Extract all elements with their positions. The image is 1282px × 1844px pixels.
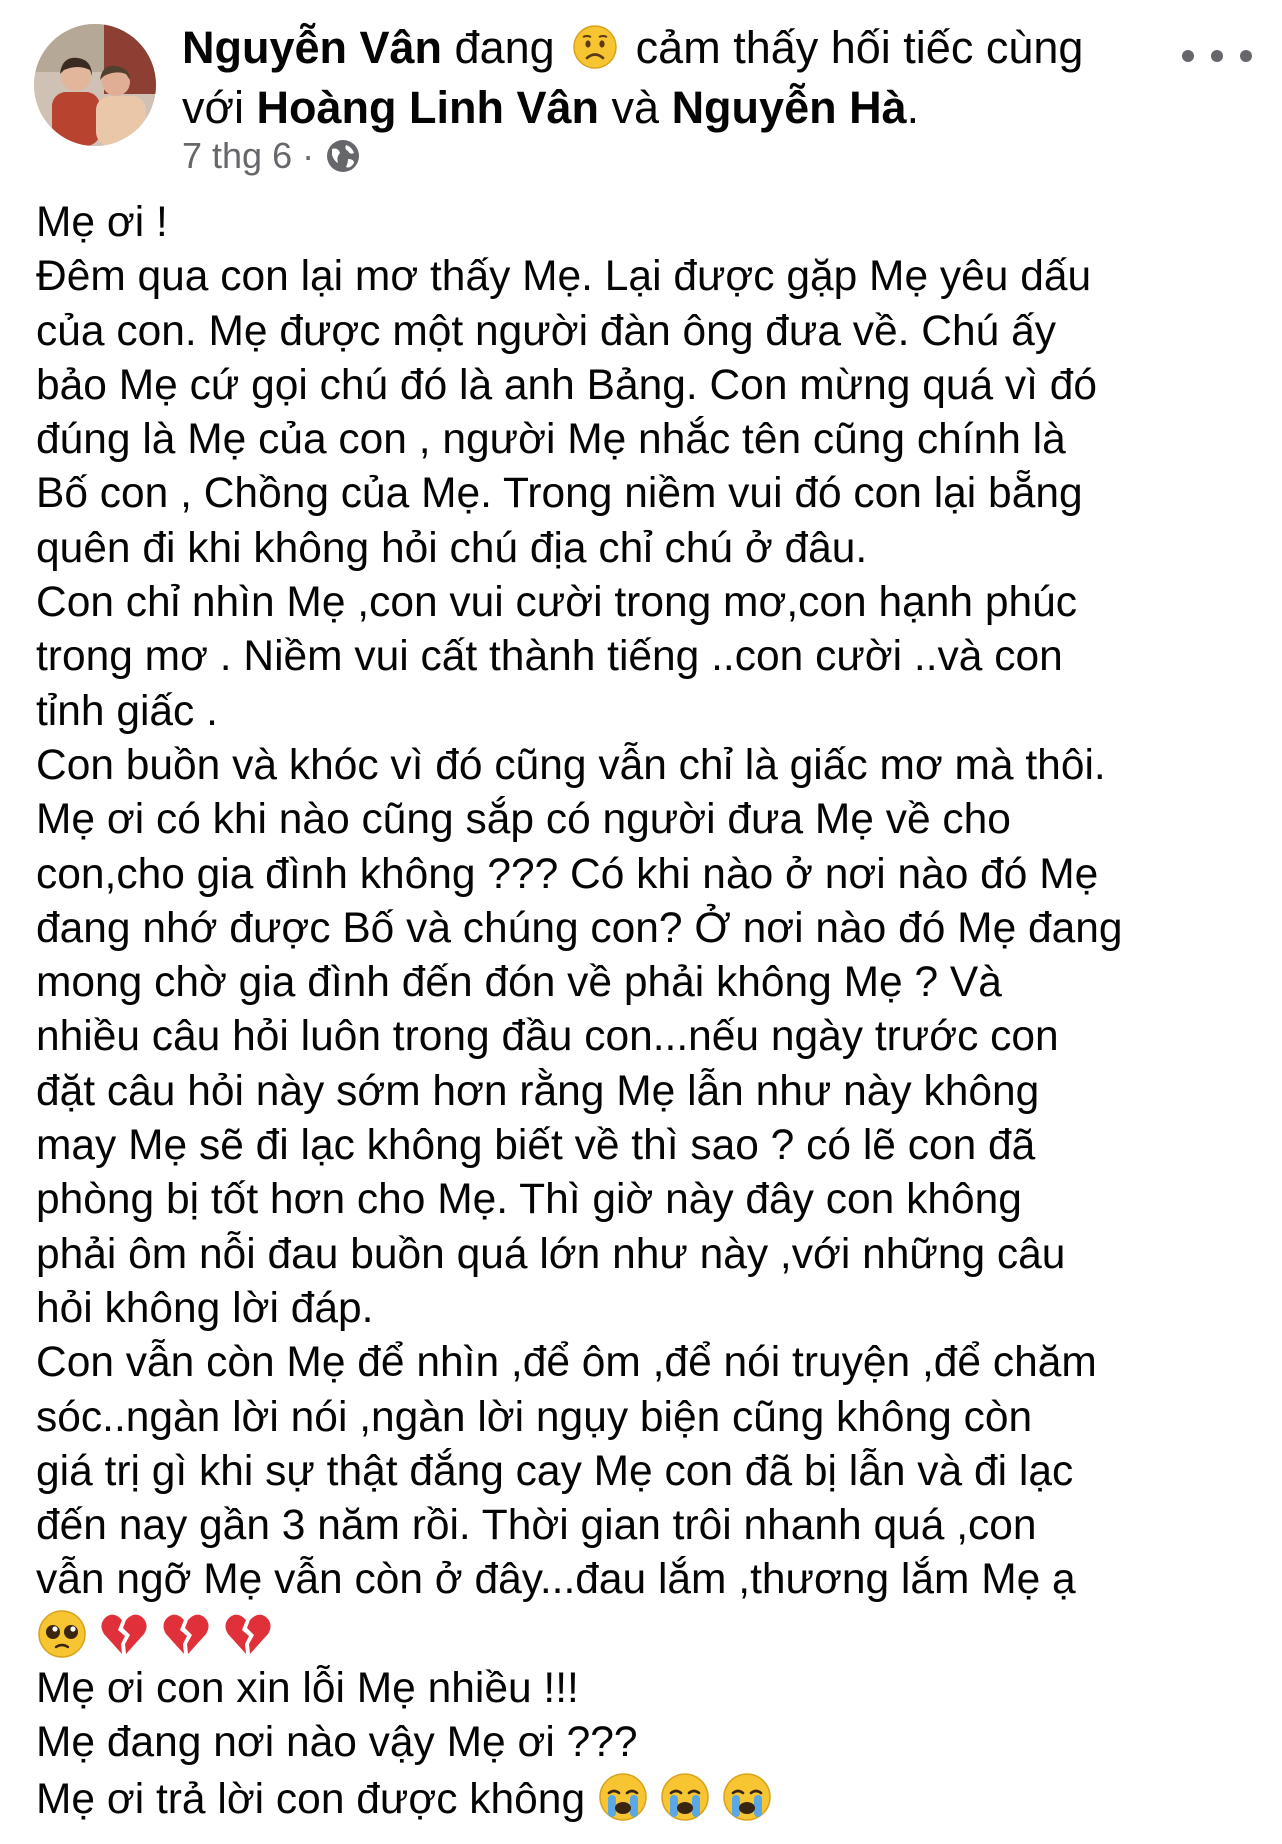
post-meta: [182, 134, 362, 178]
body-line: Mẹ ơi !: [36, 199, 168, 246]
more-dot: [1182, 50, 1194, 62]
body-line: đang nhớ được Bố và chúng con? Ở nơi nào đó Mẹ đang: [36, 904, 1123, 952]
more-options-icon[interactable]: [1182, 36, 1252, 76]
post-date[interactable]: 7 thg 6: [182, 135, 293, 176]
pleading-face-emoji-icon: [36, 1608, 88, 1660]
last-line: [36, 1771, 1261, 1825]
and-word: và: [599, 82, 672, 133]
body-line: vẫn ngỡ Mẹ vẫn còn ở đây...đau lắm ,thương lắm Mẹ ạ: [36, 1556, 1076, 1604]
body-line: phải ôm nỗi đau buồn quá lớn như này ,với những câu: [36, 1230, 1066, 1278]
with-prefix: với: [182, 82, 257, 133]
crying-face-emoji-icon: [721, 1771, 773, 1823]
post-body: [36, 196, 1261, 1825]
body-line: quên đi khi không hỏi chú địa chỉ chú ở đâu.: [36, 524, 868, 572]
emoji-line: [36, 1608, 1261, 1662]
body-line: bảo Mẹ cứ gọi chú đó là anh Bảng. Con mừng quá vì đó: [36, 361, 1098, 409]
body-line: Con chỉ nhìn Mẹ ,con vui cười trong mơ,con hạnh phúc: [36, 579, 1077, 627]
broken-heart-emoji-icon: [160, 1608, 212, 1660]
tagged-person-2[interactable]: Nguyễn Hà: [671, 82, 907, 133]
body-line: đúng là Mẹ của con , người Mẹ nhắc tên cũng chính là: [36, 416, 1066, 464]
header-period: .: [906, 82, 920, 133]
closing-line: Mẹ đang nơi nào vậy Mẹ ơi ???: [36, 1719, 638, 1767]
body-line: mong chờ gia đình đến đón về phải không Mẹ ? Và: [36, 959, 1002, 1007]
body-line: hỏi không lời đáp.: [36, 1284, 374, 1332]
body-line: tỉnh giấc .: [36, 687, 218, 735]
body-line: Con buồn và khóc vì đó cũng vẫn chỉ là giấc mơ mà thôi.: [36, 741, 1106, 789]
body-line: Con vẫn còn Mẹ để nhìn ,để ôm ,để nói truyện ,để chăm: [36, 1339, 1097, 1387]
post-header: [0, 0, 1282, 190]
body-line: con,cho gia đình không ??? Có khi nào ở nơi nào đó Mẹ: [36, 850, 1099, 898]
body-line: Bố con , Chồng của Mẹ. Trong niềm vui đó con lại bẵng: [36, 470, 1083, 518]
author-name[interactable]: Nguyễn Vân: [182, 22, 443, 73]
author-avatar[interactable]: [34, 24, 156, 146]
body-line: đến nay gần 3 năm rồi. Thời gian trôi nhanh quá ,con: [36, 1502, 1037, 1550]
more-dot: [1211, 50, 1223, 62]
body-line: may Mẹ sẽ đi lạc không biết về thì sao ? có lẽ con đã: [36, 1122, 1036, 1170]
activity-prefix: đang: [442, 22, 568, 73]
last-line-text: Mẹ ơi trả lời con được không: [36, 1775, 597, 1823]
crying-face-emoji-icon: [597, 1771, 649, 1823]
tagged-person-1[interactable]: Hoàng Linh Vân: [256, 82, 600, 133]
more-dot: [1240, 50, 1252, 62]
sad-face-emoji-icon: [571, 23, 619, 71]
body-line: giá trị gì khi sự thật đắng cay Mẹ con đã bị lẫn và đi lạc: [36, 1447, 1074, 1495]
body-line: Đêm qua con lại mơ thấy Mẹ. Lại được gặp Mẹ yêu dấu: [36, 253, 1092, 301]
globe-icon: [324, 137, 362, 175]
post-header-text: [182, 18, 1162, 138]
body-line: Mẹ ơi có khi nào cũng sắp có người đưa Mẹ về cho: [36, 796, 1011, 844]
body-line: đặt câu hỏi này sớm hơn rằng Mẹ lẫn như này không: [36, 1067, 1040, 1115]
closing-line: Mẹ ơi con xin lỗi Mẹ nhiều !!!: [36, 1665, 579, 1713]
broken-heart-emoji-icon: [222, 1608, 274, 1660]
crying-face-emoji-icon: [659, 1771, 711, 1823]
body-line: của con. Mẹ được một người đàn ông đưa về. Chú ấy: [36, 307, 1056, 355]
feeling-text: cảm thấy hối tiếc cùng: [623, 22, 1084, 73]
body-line: trong mơ . Niềm vui cất thành tiếng ..con cười ..và con: [36, 633, 1063, 681]
body-line: phòng bị tốt hơn cho Mẹ. Thì giờ này đây con không: [36, 1176, 1022, 1224]
meta-separator: ·: [302, 135, 315, 176]
broken-heart-emoji-icon: [98, 1608, 150, 1660]
body-line: nhiều câu hỏi luôn trong đầu con...nếu ngày trước con: [36, 1013, 1059, 1061]
body-line: sóc..ngàn lời nói ,ngàn lời ngụy biện cũng không còn: [36, 1393, 1033, 1441]
